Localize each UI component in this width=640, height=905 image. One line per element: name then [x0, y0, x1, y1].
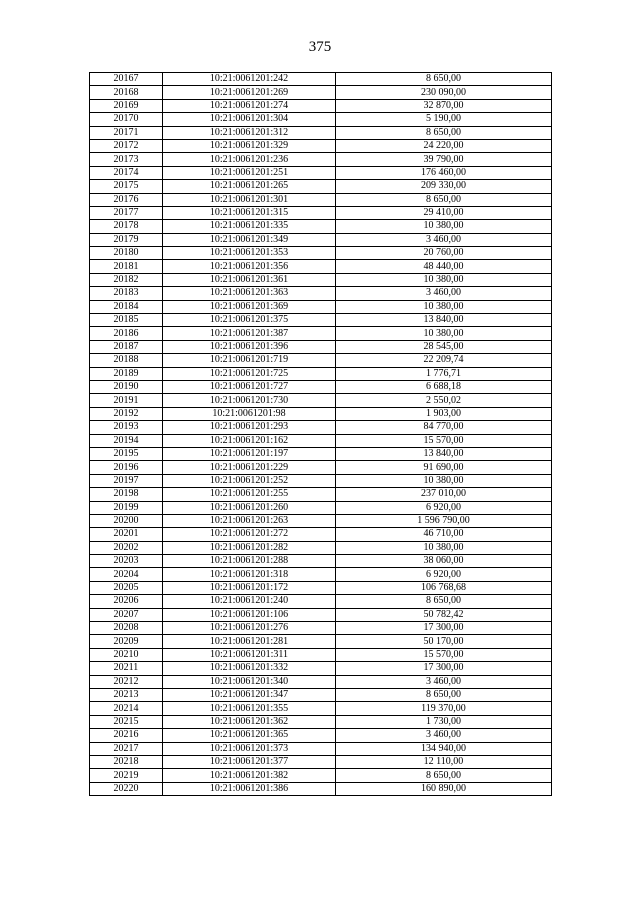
amount-cell: 3 460,00: [336, 287, 552, 300]
cadastral-number-cell: 10:21:0061201:396: [163, 340, 336, 353]
cadastral-number-cell: 10:21:0061201:375: [163, 314, 336, 327]
cadastral-number-cell: 10:21:0061201:162: [163, 434, 336, 447]
table-row: [90, 595, 552, 608]
row-number-cell: 20212: [90, 675, 163, 688]
row-number-cell: 20183: [90, 287, 163, 300]
cadastral-number-cell: 10:21:0061201:276: [163, 622, 336, 635]
row-number-cell: 20169: [90, 99, 163, 112]
row-number-cell: 20178: [90, 220, 163, 233]
table-row: [90, 782, 552, 795]
amount-cell: 8 650,00: [336, 595, 552, 608]
amount-cell: 20 760,00: [336, 247, 552, 260]
amount-cell: 24 220,00: [336, 139, 552, 152]
cadastral-number-cell: 10:21:0061201:255: [163, 488, 336, 501]
row-number-cell: 20172: [90, 139, 163, 152]
amount-cell: 1 730,00: [336, 715, 552, 728]
amount-cell: 84 770,00: [336, 421, 552, 434]
amount-cell: 46 710,00: [336, 528, 552, 541]
row-number-cell: 20186: [90, 327, 163, 340]
table-row: [90, 635, 552, 648]
cadastral-number-cell: 10:21:0061201:363: [163, 287, 336, 300]
registry-table: [89, 72, 552, 796]
row-number-cell: 20209: [90, 635, 163, 648]
amount-cell: 1 903,00: [336, 407, 552, 420]
row-number-cell: 20181: [90, 260, 163, 273]
row-number-cell: 20196: [90, 461, 163, 474]
table-row: [90, 474, 552, 487]
row-number-cell: 20177: [90, 206, 163, 219]
row-number-cell: 20192: [90, 407, 163, 420]
cadastral-number-cell: 10:21:0061201:106: [163, 608, 336, 621]
amount-cell: 134 940,00: [336, 742, 552, 755]
table-row: [90, 300, 552, 313]
table-row: [90, 528, 552, 541]
table-row: [90, 581, 552, 594]
row-number-cell: 20207: [90, 608, 163, 621]
table-row: [90, 73, 552, 86]
table-row: [90, 193, 552, 206]
row-number-cell: 20215: [90, 715, 163, 728]
cadastral-number-cell: 10:21:0061201:288: [163, 555, 336, 568]
table-row: [90, 461, 552, 474]
table-row: [90, 742, 552, 755]
cadastral-number-cell: 10:21:0061201:172: [163, 581, 336, 594]
table-row: [90, 421, 552, 434]
cadastral-number-cell: 10:21:0061201:229: [163, 461, 336, 474]
cadastral-number-cell: 10:21:0061201:197: [163, 447, 336, 460]
cadastral-number-cell: 10:21:0061201:340: [163, 675, 336, 688]
cadastral-number-cell: 10:21:0061201:301: [163, 193, 336, 206]
table-row: [90, 555, 552, 568]
row-number-cell: 20167: [90, 73, 163, 86]
cadastral-number-cell: 10:21:0061201:353: [163, 247, 336, 260]
row-number-cell: 20168: [90, 86, 163, 99]
cadastral-number-cell: 10:21:0061201:730: [163, 394, 336, 407]
cadastral-number-cell: 10:21:0061201:274: [163, 99, 336, 112]
row-number-cell: 20208: [90, 622, 163, 635]
row-number-cell: 20185: [90, 314, 163, 327]
cadastral-number-cell: 10:21:0061201:252: [163, 474, 336, 487]
table-row: [90, 648, 552, 661]
row-number-cell: 20206: [90, 595, 163, 608]
table-row: [90, 488, 552, 501]
cadastral-number-cell: 10:21:0061201:281: [163, 635, 336, 648]
table-row: [90, 166, 552, 179]
cadastral-number-cell: 10:21:0061201:318: [163, 568, 336, 581]
row-number-cell: 20204: [90, 568, 163, 581]
cadastral-number-cell: 10:21:0061201:260: [163, 501, 336, 514]
table-row: [90, 434, 552, 447]
row-number-cell: 20202: [90, 541, 163, 554]
amount-cell: 39 790,00: [336, 153, 552, 166]
row-number-cell: 20182: [90, 273, 163, 286]
row-number-cell: 20191: [90, 394, 163, 407]
cadastral-number-cell: 10:21:0061201:361: [163, 273, 336, 286]
cadastral-number-cell: 10:21:0061201:347: [163, 688, 336, 701]
cadastral-number-cell: 10:21:0061201:356: [163, 260, 336, 273]
row-number-cell: 20197: [90, 474, 163, 487]
table-row: [90, 367, 552, 380]
row-number-cell: 20218: [90, 755, 163, 768]
table-row: [90, 247, 552, 260]
amount-cell: 50 170,00: [336, 635, 552, 648]
table-row: [90, 501, 552, 514]
table-row: [90, 688, 552, 701]
amount-cell: 17 300,00: [336, 662, 552, 675]
amount-cell: 29 410,00: [336, 206, 552, 219]
row-number-cell: 20203: [90, 555, 163, 568]
cadastral-number-cell: 10:21:0061201:386: [163, 782, 336, 795]
row-number-cell: 20171: [90, 126, 163, 139]
cadastral-number-cell: 10:21:0061201:251: [163, 166, 336, 179]
cadastral-number-cell: 10:21:0061201:719: [163, 354, 336, 367]
amount-cell: 10 380,00: [336, 273, 552, 286]
amount-cell: 3 460,00: [336, 675, 552, 688]
row-number-cell: 20195: [90, 447, 163, 460]
row-number-cell: 20190: [90, 380, 163, 393]
cadastral-number-cell: 10:21:0061201:727: [163, 380, 336, 393]
amount-cell: 13 840,00: [336, 447, 552, 460]
amount-cell: 106 768,68: [336, 581, 552, 594]
table-row: [90, 260, 552, 273]
cadastral-number-cell: 10:21:0061201:293: [163, 421, 336, 434]
row-number-cell: 20189: [90, 367, 163, 380]
cadastral-number-cell: 10:21:0061201:382: [163, 769, 336, 782]
cadastral-number-cell: 10:21:0061201:369: [163, 300, 336, 313]
row-number-cell: 20173: [90, 153, 163, 166]
amount-cell: 6 920,00: [336, 568, 552, 581]
row-number-cell: 20210: [90, 648, 163, 661]
cadastral-number-cell: 10:21:0061201:242: [163, 73, 336, 86]
amount-cell: 8 650,00: [336, 126, 552, 139]
amount-cell: 17 300,00: [336, 622, 552, 635]
cadastral-number-cell: 10:21:0061201:282: [163, 541, 336, 554]
row-number-cell: 20211: [90, 662, 163, 675]
cadastral-number-cell: 10:21:0061201:387: [163, 327, 336, 340]
row-number-cell: 20213: [90, 688, 163, 701]
amount-cell: 91 690,00: [336, 461, 552, 474]
table-row: [90, 139, 552, 152]
table-row: [90, 153, 552, 166]
table-row: [90, 233, 552, 246]
row-number-cell: 20217: [90, 742, 163, 755]
amount-cell: 6 920,00: [336, 501, 552, 514]
amount-cell: 8 650,00: [336, 73, 552, 86]
amount-cell: 10 380,00: [336, 327, 552, 340]
table-row: [90, 113, 552, 126]
table-row: [90, 702, 552, 715]
table-row: [90, 541, 552, 554]
amount-cell: 230 090,00: [336, 86, 552, 99]
table-row: [90, 354, 552, 367]
amount-cell: 160 890,00: [336, 782, 552, 795]
table-row: [90, 126, 552, 139]
row-number-cell: 20180: [90, 247, 163, 260]
amount-cell: 237 010,00: [336, 488, 552, 501]
cadastral-number-cell: 10:21:0061201:365: [163, 729, 336, 742]
row-number-cell: 20176: [90, 193, 163, 206]
cadastral-number-cell: 10:21:0061201:272: [163, 528, 336, 541]
amount-cell: 48 440,00: [336, 260, 552, 273]
cadastral-number-cell: 10:21:0061201:98: [163, 407, 336, 420]
row-number-cell: 20199: [90, 501, 163, 514]
amount-cell: 176 460,00: [336, 166, 552, 179]
cadastral-number-cell: 10:21:0061201:362: [163, 715, 336, 728]
amount-cell: 5 190,00: [336, 113, 552, 126]
table-row: [90, 729, 552, 742]
amount-cell: 28 545,00: [336, 340, 552, 353]
cadastral-number-cell: 10:21:0061201:265: [163, 180, 336, 193]
table-row: [90, 99, 552, 112]
row-number-cell: 20175: [90, 180, 163, 193]
amount-cell: 22 209,74: [336, 354, 552, 367]
amount-cell: 1 596 790,00: [336, 514, 552, 527]
table-row: [90, 287, 552, 300]
row-number-cell: 20219: [90, 769, 163, 782]
cadastral-number-cell: 10:21:0061201:312: [163, 126, 336, 139]
cadastral-number-cell: 10:21:0061201:349: [163, 233, 336, 246]
amount-cell: 10 380,00: [336, 474, 552, 487]
cadastral-number-cell: 10:21:0061201:332: [163, 662, 336, 675]
cadastral-number-cell: 10:21:0061201:377: [163, 755, 336, 768]
amount-cell: 3 460,00: [336, 729, 552, 742]
row-number-cell: 20193: [90, 421, 163, 434]
cadastral-number-cell: 10:21:0061201:263: [163, 514, 336, 527]
row-number-cell: 20179: [90, 233, 163, 246]
table-row: [90, 180, 552, 193]
table-row: [90, 273, 552, 286]
table-row: [90, 675, 552, 688]
table-row: [90, 662, 552, 675]
amount-cell: 8 650,00: [336, 688, 552, 701]
table-row: [90, 327, 552, 340]
registry-table-body: [90, 73, 552, 796]
cadastral-number-cell: 10:21:0061201:269: [163, 86, 336, 99]
amount-cell: 2 550,02: [336, 394, 552, 407]
cadastral-number-cell: 10:21:0061201:335: [163, 220, 336, 233]
table-row: [90, 380, 552, 393]
row-number-cell: 20205: [90, 581, 163, 594]
table-row: [90, 314, 552, 327]
cadastral-number-cell: 10:21:0061201:311: [163, 648, 336, 661]
row-number-cell: 20216: [90, 729, 163, 742]
table-row: [90, 769, 552, 782]
amount-cell: 10 380,00: [336, 220, 552, 233]
row-number-cell: 20184: [90, 300, 163, 313]
table-row: [90, 86, 552, 99]
table-row: [90, 206, 552, 219]
cadastral-number-cell: 10:21:0061201:725: [163, 367, 336, 380]
row-number-cell: 20170: [90, 113, 163, 126]
amount-cell: 8 650,00: [336, 193, 552, 206]
row-number-cell: 20198: [90, 488, 163, 501]
cadastral-number-cell: 10:21:0061201:373: [163, 742, 336, 755]
cadastral-number-cell: 10:21:0061201:304: [163, 113, 336, 126]
table-row: [90, 622, 552, 635]
amount-cell: 1 776,71: [336, 367, 552, 380]
amount-cell: 15 570,00: [336, 434, 552, 447]
table-row: [90, 608, 552, 621]
amount-cell: 12 110,00: [336, 755, 552, 768]
row-number-cell: 20187: [90, 340, 163, 353]
table-row: [90, 340, 552, 353]
table-row: [90, 394, 552, 407]
amount-cell: 3 460,00: [336, 233, 552, 246]
row-number-cell: 20174: [90, 166, 163, 179]
row-number-cell: 20220: [90, 782, 163, 795]
amount-cell: 50 782,42: [336, 608, 552, 621]
page-number: 375: [308, 39, 332, 55]
table-row: [90, 514, 552, 527]
table-row: [90, 447, 552, 460]
amount-cell: 6 688,18: [336, 380, 552, 393]
amount-cell: 119 370,00: [336, 702, 552, 715]
cadastral-number-cell: 10:21:0061201:236: [163, 153, 336, 166]
table-row: [90, 220, 552, 233]
amount-cell: 15 570,00: [336, 648, 552, 661]
amount-cell: 32 870,00: [336, 99, 552, 112]
table-row: [90, 407, 552, 420]
row-number-cell: 20200: [90, 514, 163, 527]
cadastral-number-cell: 10:21:0061201:240: [163, 595, 336, 608]
row-number-cell: 20201: [90, 528, 163, 541]
row-number-cell: 20188: [90, 354, 163, 367]
amount-cell: 8 650,00: [336, 769, 552, 782]
amount-cell: 10 380,00: [336, 300, 552, 313]
table-row: [90, 715, 552, 728]
row-number-cell: 20214: [90, 702, 163, 715]
cadastral-number-cell: 10:21:0061201:315: [163, 206, 336, 219]
amount-cell: 10 380,00: [336, 541, 552, 554]
table-row: [90, 755, 552, 768]
cadastral-number-cell: 10:21:0061201:329: [163, 139, 336, 152]
amount-cell: 13 840,00: [336, 314, 552, 327]
row-number-cell: 20194: [90, 434, 163, 447]
cadastral-number-cell: 10:21:0061201:355: [163, 702, 336, 715]
amount-cell: 209 330,00: [336, 180, 552, 193]
amount-cell: 38 060,00: [336, 555, 552, 568]
table-row: [90, 568, 552, 581]
